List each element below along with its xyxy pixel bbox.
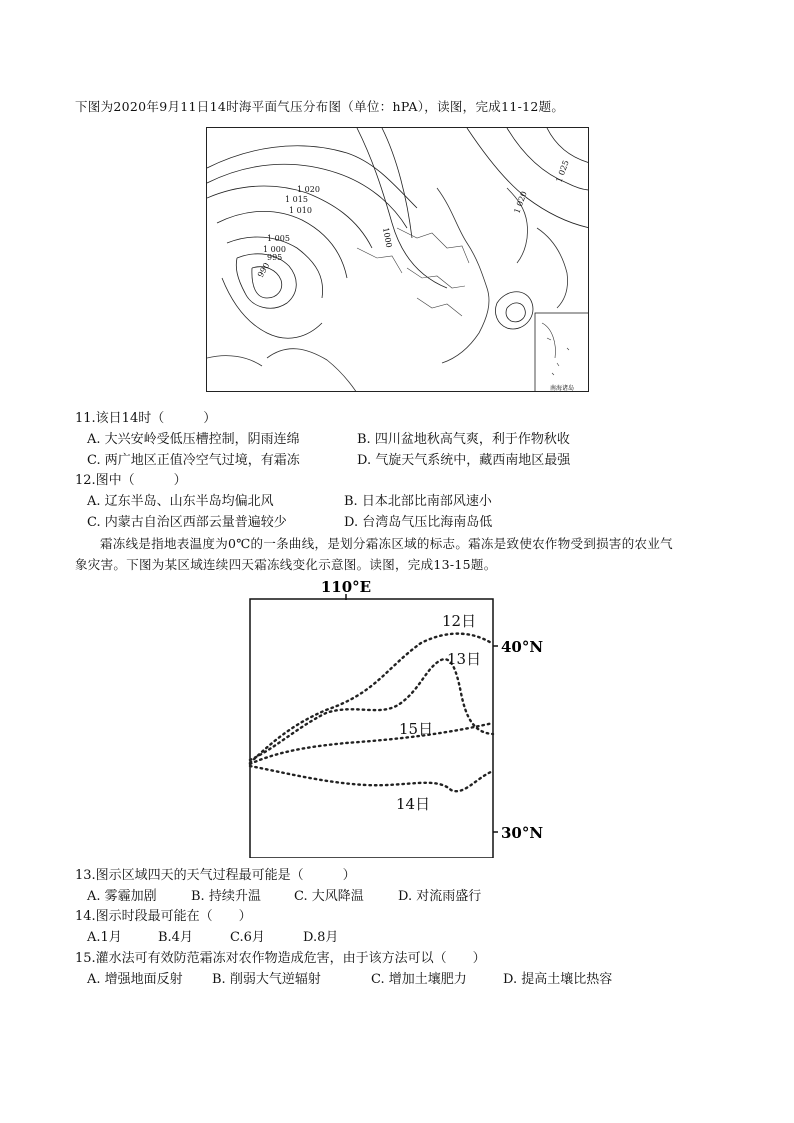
q12-option-b[interactable]: B. 日本北部比南部风速小 bbox=[344, 494, 492, 509]
isobar-label: 990 bbox=[255, 261, 272, 279]
frost-line-13 bbox=[250, 659, 493, 760]
isobar-label: 995 bbox=[267, 253, 283, 262]
isobar-label: 1000 bbox=[381, 226, 394, 249]
latitude-40-label: 40°N bbox=[501, 638, 544, 656]
q15-option-d[interactable]: D. 提高土壤比热容 bbox=[503, 972, 613, 987]
q14-option-c[interactable]: C.6月 bbox=[230, 930, 265, 945]
isobar-label: 1 005 bbox=[267, 234, 290, 243]
q12-option-c[interactable]: C. 内蒙古自治区西部云量普遍较少 bbox=[87, 515, 287, 530]
q13-option-c[interactable]: C. 大风降温 bbox=[294, 889, 364, 904]
intro-text-1: 下图为2020年9月11日14时海平面气压分布图（单位：hPA），读图，完成11-12题。 bbox=[75, 99, 565, 114]
q12-option-d[interactable]: D. 台湾岛气压比海南岛低 bbox=[344, 515, 493, 530]
q13-option-b[interactable]: B. 持续升温 bbox=[191, 889, 261, 904]
q14-option-b[interactable]: B.4月 bbox=[158, 930, 193, 945]
q11-option-b[interactable]: B. 四川盆地秋高气爽，利于作物秋收 bbox=[357, 432, 570, 447]
frost-line-diagram bbox=[236, 578, 556, 858]
q15-option-a[interactable]: A. 增强地面反射 bbox=[87, 972, 183, 987]
question-11-stem: 11.该日14时（ ） bbox=[75, 411, 217, 426]
isobar-label: 1 020 bbox=[512, 190, 529, 215]
isobar-label: 1 025 bbox=[554, 159, 571, 184]
q15-option-b[interactable]: B. 削弱大气逆辐射 bbox=[212, 972, 321, 987]
south-china-sea-inset bbox=[535, 313, 589, 392]
intro-text-2-line-2: 象灾害。下图为某区域连续四天霜冻线变化示意图。读图，完成13-15题。 bbox=[75, 557, 497, 572]
frost-line-14 bbox=[250, 766, 493, 791]
isobar-label: 1 020 bbox=[297, 185, 320, 194]
pressure-map bbox=[206, 127, 589, 392]
frost-line-label-15: 15日 bbox=[399, 720, 434, 738]
q11-option-c[interactable]: C. 两广地区正值冷空气过境，有霜冻 bbox=[87, 453, 300, 468]
intro-text-2-line-1: 霜冻线是指地表温度为0℃的一条曲线，是划分霜冻区域的标志。霜冻是致使农作物受到损害的农业气 bbox=[100, 536, 673, 551]
isobar-label: 1 010 bbox=[289, 206, 312, 215]
frost-line-label-12: 12日 bbox=[442, 612, 477, 630]
q11-option-d[interactable]: D. 气旋天气系统中，藏西南地区最强 bbox=[357, 453, 571, 468]
question-15-stem: 15.灌水法可有效防范霜冻对农作物造成危害，由于该方法可以（ ） bbox=[75, 951, 486, 966]
frost-line-15 bbox=[250, 723, 493, 764]
pressure-map-drawing bbox=[207, 128, 589, 392]
q13-option-a[interactable]: A. 雾霾加剧 bbox=[87, 889, 157, 904]
frost-line-label-14: 14日 bbox=[396, 795, 431, 813]
latitude-30-label: 30°N bbox=[501, 824, 544, 842]
q12-option-a[interactable]: A. 辽东半岛、山东半岛均偏北风 bbox=[87, 494, 274, 509]
inset-label: 南海诸岛 bbox=[549, 385, 575, 392]
q14-option-d[interactable]: D.8月 bbox=[303, 930, 339, 945]
q15-option-c[interactable]: C. 增加土壤肥力 bbox=[371, 972, 467, 987]
q14-option-a[interactable]: A.1月 bbox=[87, 930, 122, 945]
question-14-stem: 14.图示时段最可能在（ ） bbox=[75, 909, 252, 924]
isobar-label: 1 015 bbox=[285, 195, 308, 204]
question-13-stem: 13.图示区域四天的天气过程最可能是（ ） bbox=[75, 868, 356, 883]
diagram-frame bbox=[250, 599, 493, 858]
longitude-label: 110°E bbox=[320, 578, 372, 596]
q13-option-d[interactable]: D. 对流雨盛行 bbox=[398, 889, 482, 904]
isobar-label: 1 000 bbox=[263, 245, 286, 254]
q11-option-a[interactable]: A. 大兴安岭受低压槽控制，阴雨连绵 bbox=[87, 432, 300, 447]
frost-line-label-13: 13日 bbox=[447, 650, 482, 668]
question-12-stem: 12.图中（ ） bbox=[75, 473, 187, 488]
